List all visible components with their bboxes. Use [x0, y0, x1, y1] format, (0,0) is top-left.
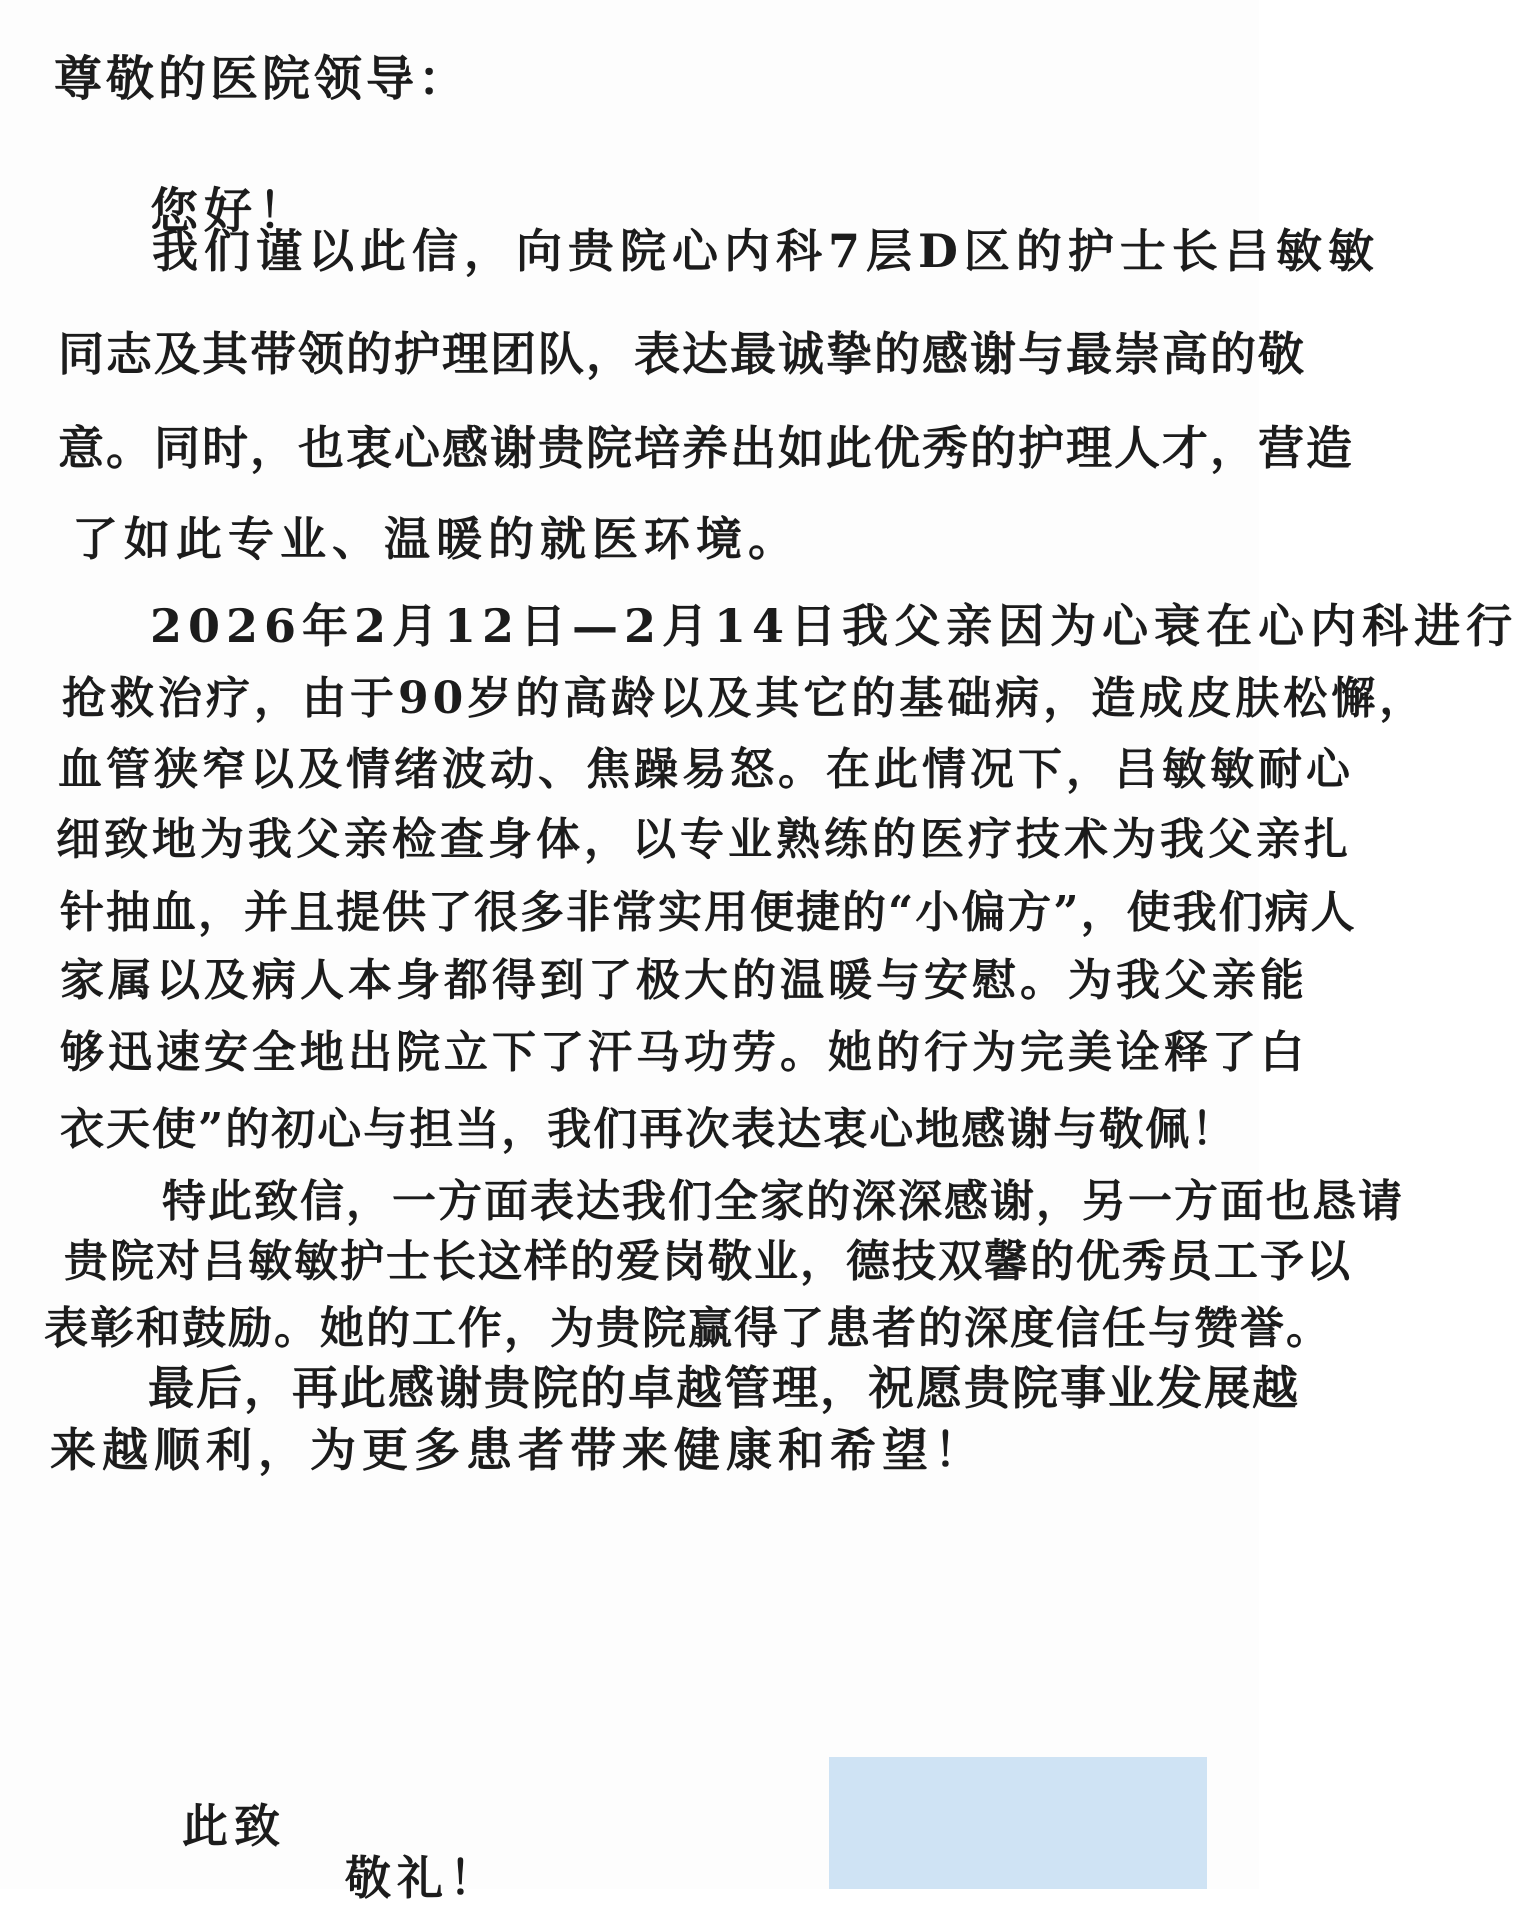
letter-line-10: 家属以及病人本身都得到了极大的温暖与安慰。为我父亲能: [60, 955, 1308, 1006]
blue-redaction-box: [829, 1757, 1207, 1889]
closing-jingli: 敬礼！: [345, 1851, 501, 1905]
letter-line-2: 同志及其带领的护理团队，表达最诚挚的感谢与最崇高的敬: [58, 327, 1306, 381]
letter-line-16: 最后，再此感谢贵院的卓越管理，祝愿贵院事业发展越: [148, 1361, 1300, 1415]
letter-line-7: 血管狭窄以及情绪波动、焦躁易怒。在此情况下，吕敏敏耐心: [58, 744, 1354, 795]
letter-line-8: 细致地为我父亲检查身体，以专业熟练的医疗技术为我父亲扎: [56, 814, 1352, 865]
letter-line-17: 来越顺利，为更多患者带来健康和希望！: [50, 1423, 986, 1477]
salutation: 尊敬的医院领导：: [54, 51, 471, 107]
letter-line-12: 衣天使”的初心与担当，我们再次表达衷心地感谢与敬佩！: [60, 1104, 1238, 1155]
letter-line-5: 2026年2月12日—2月14日我父亲因为心衰在心内科进行: [150, 599, 1518, 653]
letter-line-14: 贵院对吕敏敏护士长这样的爱岗敬业，德技双馨的优秀员工予以: [64, 1236, 1352, 1287]
letter-line-4: 了如此专业、温暖的就医环境。: [72, 512, 800, 566]
letter-line-15: 表彰和鼓励。她的工作，为贵院赢得了患者的深度信任与赞誉。: [44, 1303, 1332, 1354]
letter-line-9: 针抽血，并且提供了很多非常实用便捷的“小偏方”，使我们病人: [60, 887, 1357, 938]
greeting: 您好！: [150, 183, 313, 239]
letter-line-1: 我们谨以此信，向贵院心内科7层D区的护士长吕敏敏: [152, 224, 1380, 278]
letter-line-13: 特此致信，一方面表达我们全家的深深感谢，另一方面也恳请: [162, 1176, 1404, 1227]
letter-line-3: 意。同时，也衷心感谢贵院培养出如此优秀的护理人才，营造: [58, 421, 1354, 475]
closing-cizhi: 此致: [182, 1799, 286, 1853]
letter-line-6: 抢救治疗，由于90岁的高龄以及其它的基础病，造成皮肤松懈，: [62, 673, 1428, 724]
letter-line-11: 够迅速安全地出院立下了汗马功劳。她的行为完美诠释了白: [60, 1027, 1308, 1078]
